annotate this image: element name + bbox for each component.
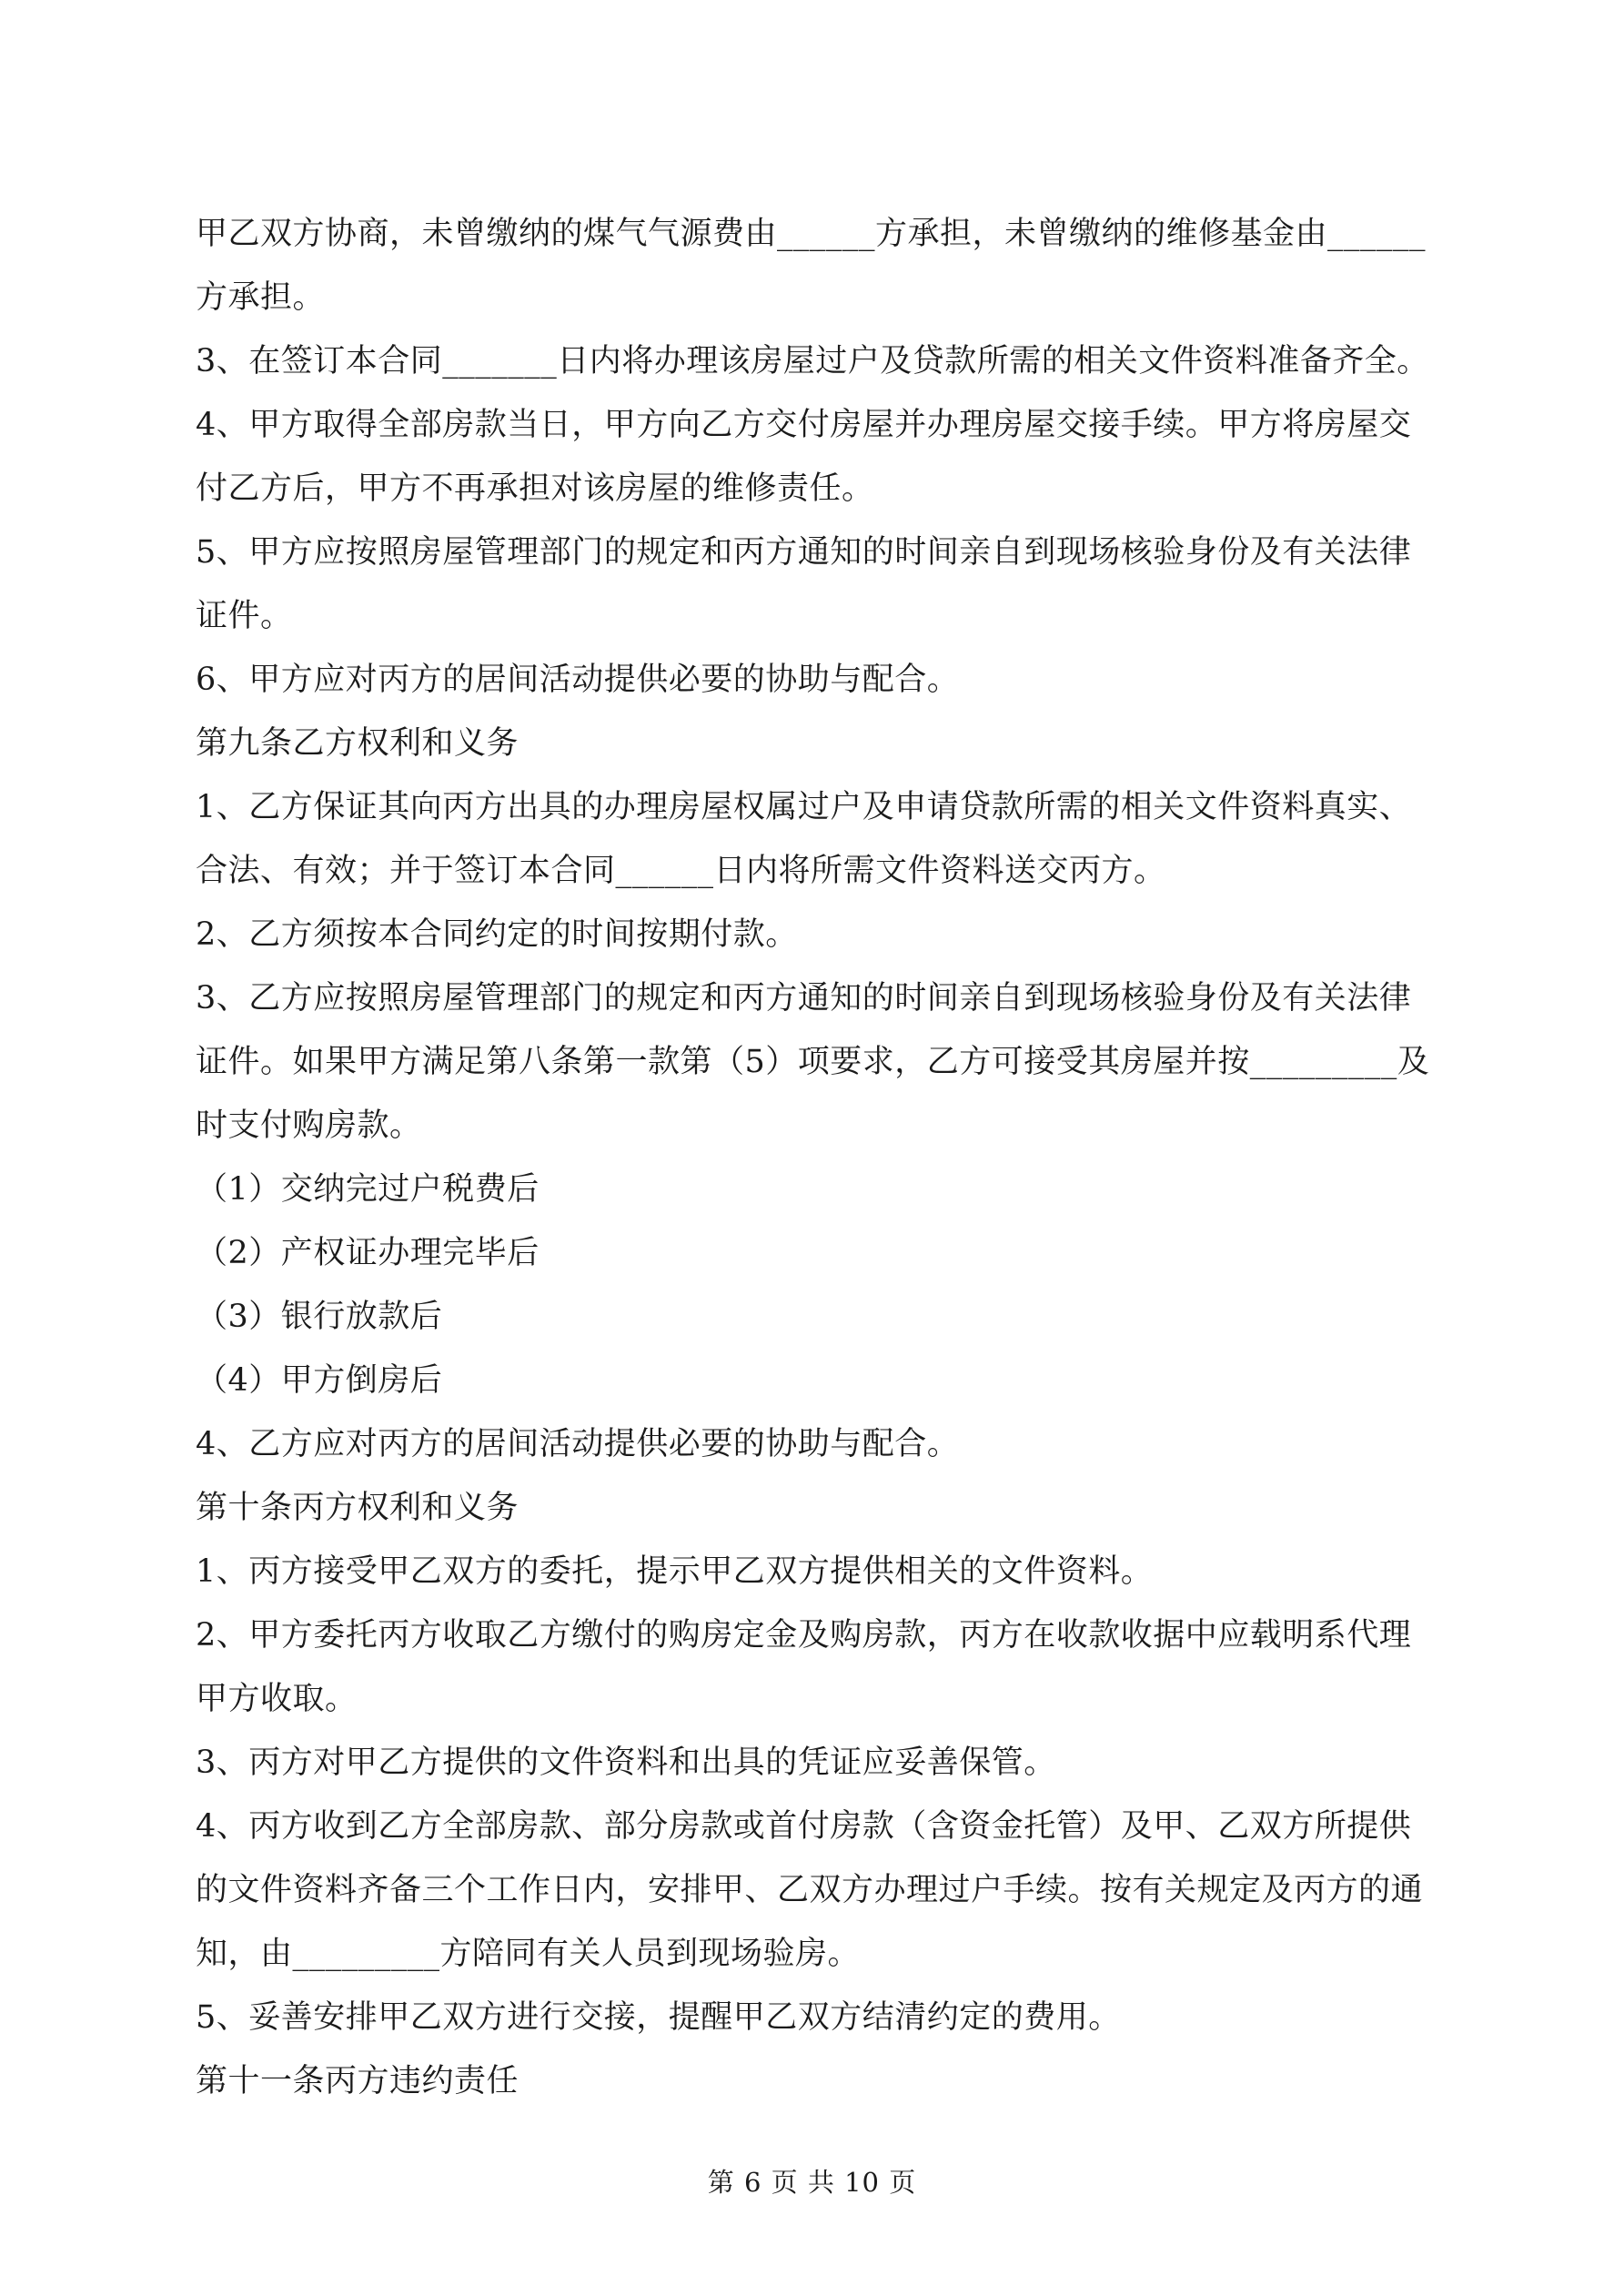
option-item-3: （3）银行放款后 [196, 1299, 443, 1335]
option-item-4: （4）甲方倒房后 [196, 1362, 443, 1399]
text-line-22: 1、丙方接受甲乙双方的委托，提示甲乙双方提供相关的文件资料。 [196, 1553, 1154, 1590]
text-line-1 [196, 202, 1442, 266]
text-line-24: 甲方收取。 [196, 1681, 358, 1717]
text-line-13: 3、乙方应按照房屋管理部门的规定和丙方通知的时间亲自到现场核验身份及有关法律 [196, 980, 1412, 1017]
option-item-1: （1）交纳完过户税费后 [196, 1171, 540, 1208]
text-line-12: 2、乙方须按本合同约定的时间按期付款。 [196, 916, 798, 953]
text-line-4: 4、甲方取得全部房款当日，甲方向乙方交付房屋并办理房屋交接手续。甲方将房屋交 [196, 407, 1412, 443]
text-line-7: 证件。 [196, 598, 293, 634]
section-heading-article-9: 第九条乙方权利和义务 [196, 725, 519, 762]
section-heading-article-11: 第十一条丙方违约责任 [196, 2063, 519, 2099]
text-line-15: 时支付购房款。 [196, 1108, 422, 1144]
text-line-5: 付乙方后，甲方不再承担对该房屋的维修责任。 [196, 470, 874, 507]
section-heading-article-10: 第十条丙方权利和义务 [196, 1490, 519, 1526]
text-line-1-content: 甲乙双方协商，未曾缴纳的煤气气源费由______方承担，未曾缴纳的维修基金由______ [196, 216, 1427, 252]
text-line-23: 2、甲方委托丙方收取乙方缴付的购房定金及购房款，丙方在收款收据中应载明系代理 [196, 1617, 1412, 1654]
text-line-6: 5、甲方应按照房屋管理部门的规定和丙方通知的时间亲自到现场核验身份及有关法律 [196, 534, 1412, 571]
text-line-27: 的文件资料齐备三个工作日内，安排甲、乙双方办理过户手续。按有关规定及丙方的通 [196, 1872, 1424, 1908]
text-line-10: 1、乙方保证其向丙方出具的办理房屋权属过户及申请贷款所需的相关文件资料真实、 [196, 789, 1412, 825]
text-line-2: 方承担。 [196, 279, 326, 316]
text-line-25: 3、丙方对甲乙方提供的文件资料和出具的凭证应妥善保管。 [196, 1745, 1056, 1781]
document-body [196, 202, 1442, 2113]
text-line-20: 4、乙方应对丙方的居间活动提供必要的协助与配合。 [196, 1426, 960, 1462]
page-number-footer: 第 6 页 共 10 页 [707, 2167, 917, 2198]
text-line-14: 证件。如果甲方满足第八条第一款第（5）项要求，乙方可接受其房屋并按_________及 [196, 1044, 1430, 1080]
text-line-26: 4、丙方收到乙方全部房款、部分房款或首付房款（含资金托管）及甲、乙双方所提供 [196, 1808, 1412, 1845]
text-line-3: 3、在签订本合同_______日内将办理该房屋过户及贷款所需的相关文件资料准备齐全。 [196, 343, 1429, 379]
text-line-28: 知，由_________方陪同有关人员到现场验房。 [196, 1936, 861, 1972]
text-line-29: 5、妥善安排甲乙双方进行交接，提醒甲乙双方结清约定的费用。 [196, 1999, 1121, 2036]
text-line-8: 6、甲方应对丙方的居间活动提供必要的协助与配合。 [196, 662, 960, 698]
text-line-11: 合法、有效；并于签订本合同______日内将所需文件资料送交丙方。 [196, 853, 1166, 889]
option-item-2: （2）产权证办理完毕后 [196, 1235, 540, 1271]
